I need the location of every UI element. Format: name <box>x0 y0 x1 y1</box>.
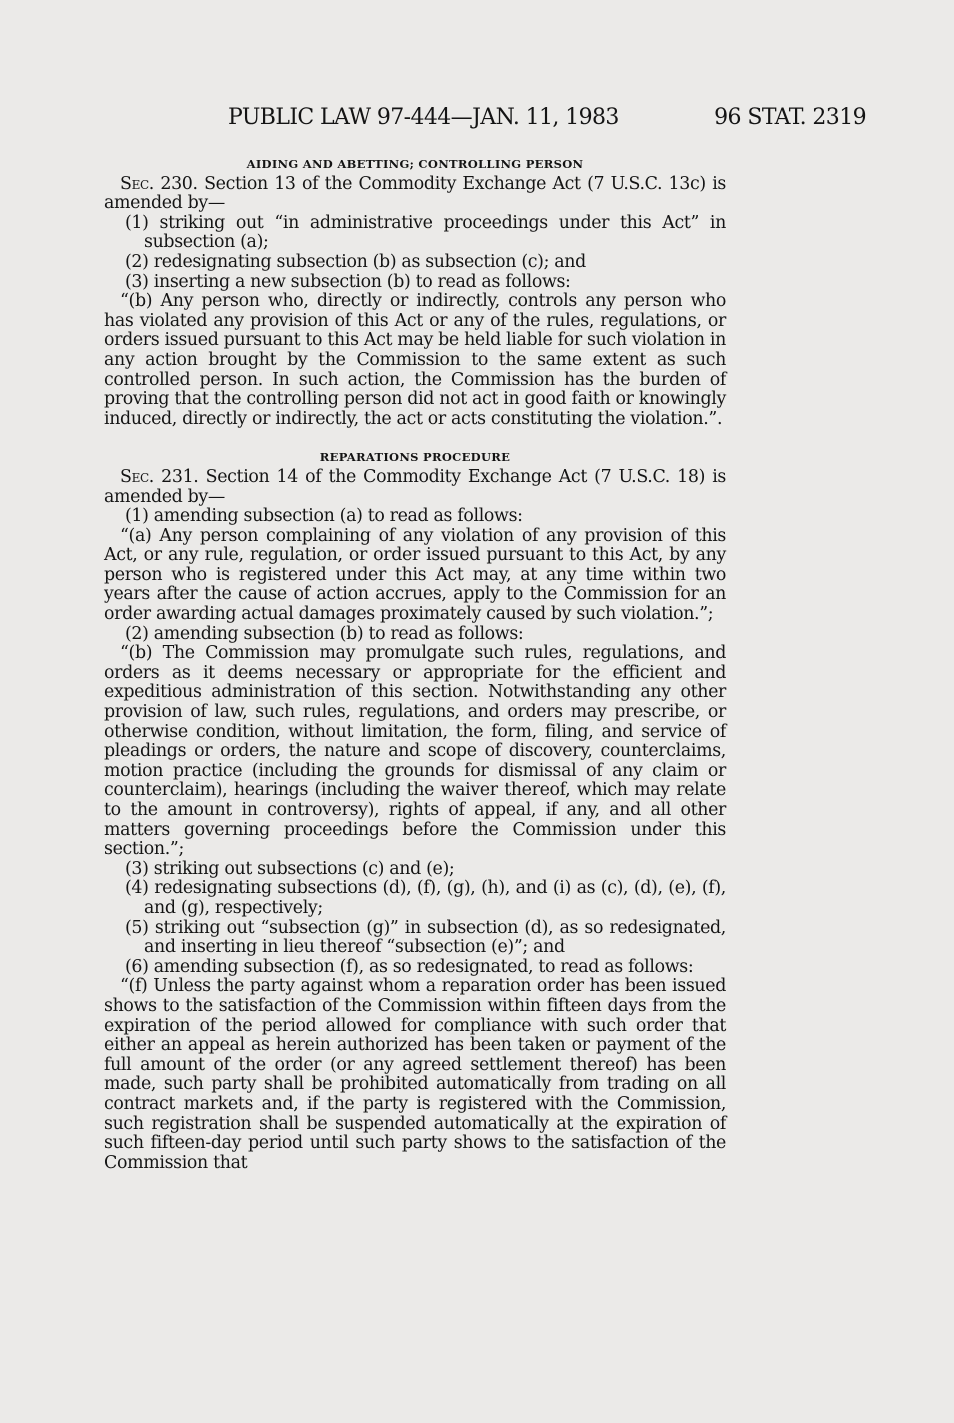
section-heading-aiding-abetting: AIDING AND ABETTING; CONTROLLING PERSON <box>246 157 584 171</box>
subsection-b-rules: “(b) The Commission may promulgate such rules, regulations, and orders as it deems necessary or appropriate for the efficient and expeditious administration of this section. Notwithstanding any other provision of law, such rules, regulations, and orders may prescribe, or otherwise condition, without limitation, the form, filing, and service of pleadings or orders, the nature and scope of discovery, counterclaims, motion practice (including the grounds for dismissal of any claim or counterclaim), hearings (including the waiver thereof, which may relate to the amount in controversy), rights of appeal, if any, and all other matters governing proceedings before the Commission under this section.”; <box>104 643 726 860</box>
subsection-a-reparations: “(a) Any person complaining of any violation of any provision of this Act, or any rule, regulation, or order issued pursuant to this Act, by any person who is registered under this Act may, at any time within two years after the cause of action accrues, apply to the Commission for an order awarding actual damages proximately caused by such violation.”; <box>104 525 726 625</box>
section-230-intro-text: 230. Section 13 of the Commodity Exchange Act (7 U.S.C. 13c) is amended by— <box>104 173 726 214</box>
section-231-item-6: (6) amending subsection (f), as so redesignated, to read as follows: <box>125 956 694 977</box>
subsection-b-controlling-person: “(b) Any person who, directly or indirectly, controls any person who has violated any provision of this Act or any of the rules, regulations, or orders issued pursuant to this Act may be held liable for such violation in any action brought by the Commission to the same extent as such controlled person. In such action, the Commission has the burden of proving that the controlling person did not act in good faith or knowingly induced, directly or indirectly, the act or acts constituting the violation.”. <box>104 291 726 429</box>
section-231-item-3: (3) striking out subsections (c) and (e); <box>125 858 455 879</box>
running-header-title: PUBLIC LAW 97-444—JAN. 11, 1983 <box>228 105 619 130</box>
section-231-item-1: (1) amending subsection (a) to read as follows: <box>125 506 523 527</box>
sec-label: Sec. <box>120 173 154 194</box>
section-230-item-2: (2) redesignating subsection (b) as subsection (c); and <box>125 251 586 272</box>
sec-label: Sec. <box>120 466 154 487</box>
section-230-item-1: (1) striking out “in administrative proceedings under this Act” in subsection (a); <box>125 212 726 253</box>
section-231-item-4: (4) redesignating subsections (d), (f), (g), (h), and (i) as (c), (d), (e), (f), and (g), respectively; <box>125 878 726 918</box>
section-231-item-2: (2) amending subsection (b) to read as follows: <box>125 623 524 644</box>
subsection-f-reparation-order: “(f) Unless the party against whom a reparation order has been issued shows to the satisfaction of the Commission within fifteen days from the expiration of the period allowed for compliance with such order that either an appeal as herein authorized has been taken or payment of the full amount of the order (or any agreed settlement thereof) has been made, such party shall be prohibited automatically from trading on all contract markets and, if the party is registered with the Commission, such registration shall be suspended automatically at the expiration of such fifteen-day period until such party shows to the satisfaction of the Commission that <box>104 976 726 1173</box>
section-heading-reparations: REPARATIONS PROCEDURE <box>319 450 511 465</box>
section-230-item-3: (3) inserting a new subsection (b) to read as follows: <box>125 271 571 292</box>
section-231-item-5: (5) striking out “subsection (g)” in subsection (d), as so redesignated, and inserting in lieu thereof “subsection (e)”; and <box>125 917 726 958</box>
section-231-intro-text: 231. Section 14 of the Commodity Exchange Act (7 U.S.C. 18) is amended by— <box>104 466 726 507</box>
section-230-intro <box>104 175 726 214</box>
section-231-intro <box>104 468 726 507</box>
page-body <box>104 154 726 1173</box>
page-citation: 96 STAT. 2319 <box>714 105 866 130</box>
